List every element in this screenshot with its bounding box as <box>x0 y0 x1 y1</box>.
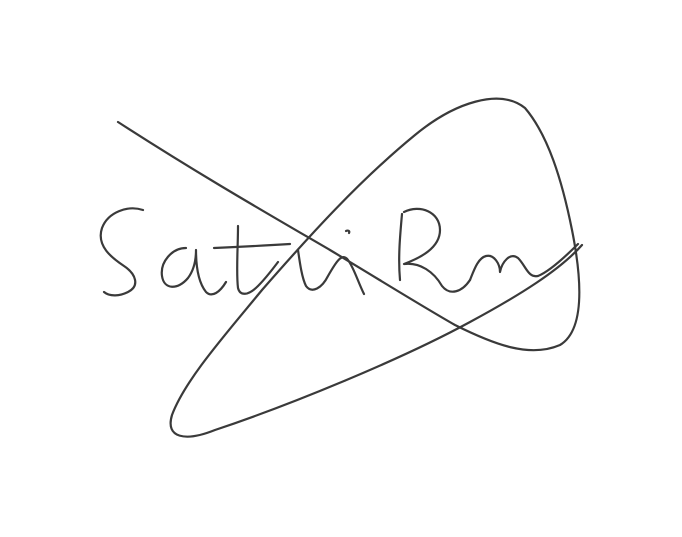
signature-letter-i-dot <box>346 231 349 233</box>
signature-letter-t <box>237 226 278 294</box>
signature-letter-s <box>101 208 143 295</box>
signature-letter-ao <box>470 244 578 280</box>
signature-letter-r <box>399 209 470 292</box>
signature-letter-i <box>298 250 364 294</box>
signature-diagonal-stroke <box>118 99 582 437</box>
signature-letter-a <box>162 248 226 294</box>
signature-letter-t-cross <box>214 244 290 248</box>
